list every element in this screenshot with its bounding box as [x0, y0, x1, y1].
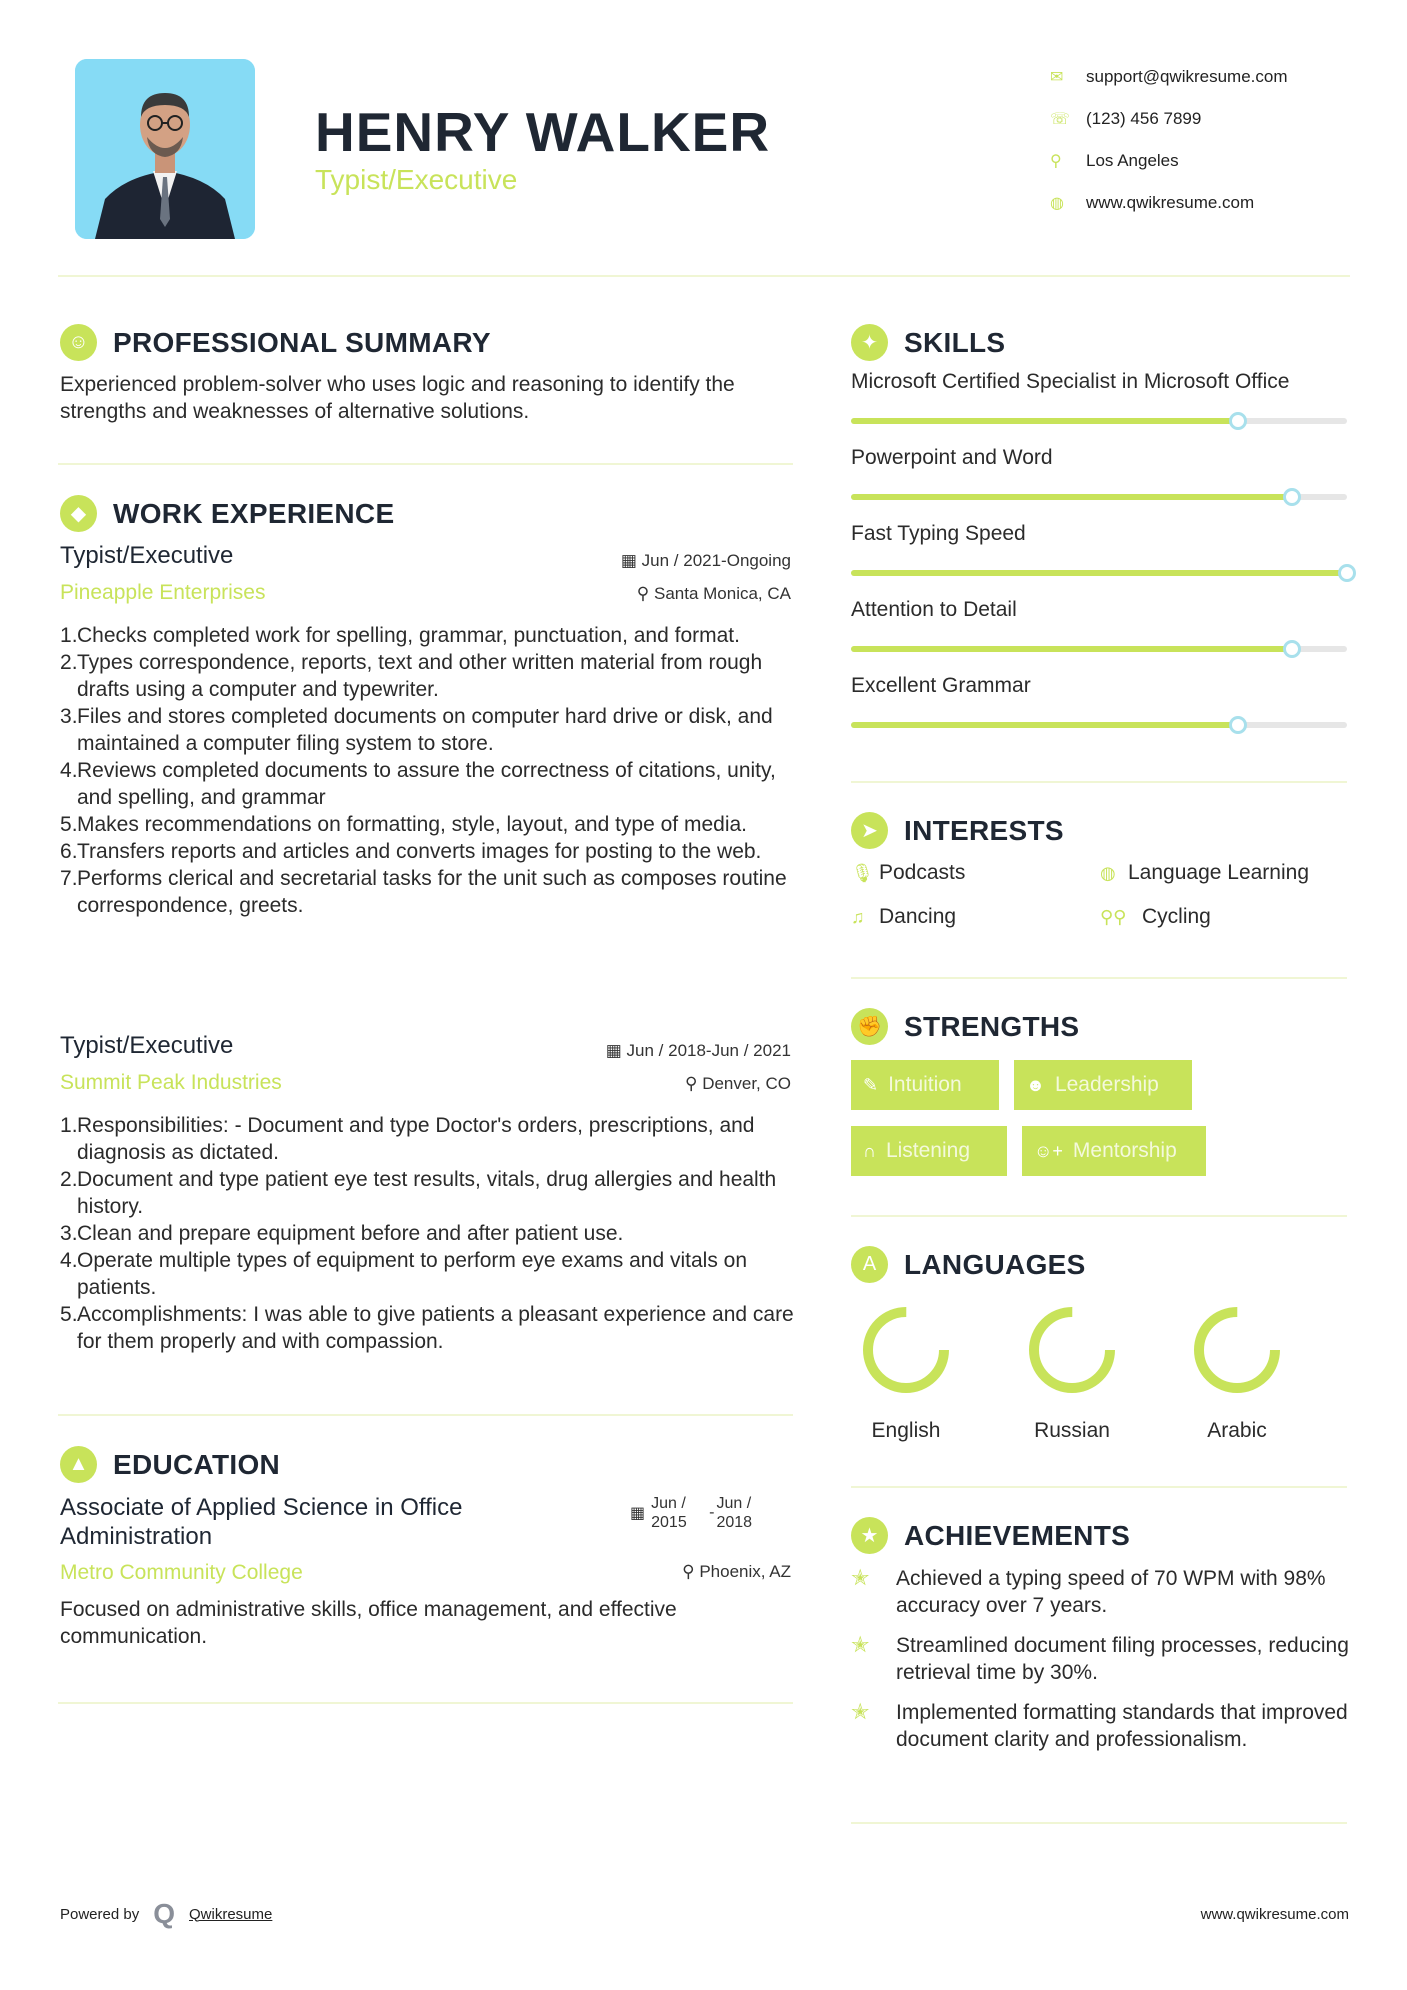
date-separator: -	[709, 1504, 715, 1521]
achievement-text: Implemented formatting standards that improved document clarity and professionalism.	[896, 1701, 1348, 1751]
language-proficiency-ring	[856, 1300, 956, 1400]
contact-location	[1050, 140, 1370, 182]
footer-site[interactable]: www.qwikresume.com	[1200, 1906, 1349, 1923]
skills-title: SKILLS	[904, 326, 1006, 358]
skill-bar-fill	[851, 570, 1347, 576]
achievement-item	[851, 1632, 1351, 1686]
envelope-icon: ✉	[1050, 69, 1064, 86]
person-portrait-icon	[75, 59, 255, 239]
strength-label: Leadership	[1054, 1073, 1159, 1096]
pushpin-icon: ⚲	[682, 1562, 700, 1581]
list-item: Checks completed work for spelling, grammar, punctuation, and format.	[77, 624, 740, 647]
job-dates-text: Jun / 2018-Jun / 2021	[626, 1041, 791, 1060]
strengths-divider	[851, 1215, 1347, 1217]
users-icon: ☻	[1026, 1074, 1045, 1095]
contact-location-text: Los Angeles	[1086, 151, 1179, 170]
strength-chip-leadership	[1014, 1060, 1192, 1110]
language-label: Arabic	[1207, 1419, 1267, 1442]
qwikresume-logo-icon: Q	[153, 1898, 175, 1929]
candidate-title: Typist/Executive	[315, 164, 518, 195]
job-title: Typist/Executive	[60, 1032, 234, 1059]
contact-phone-text: (123) 456 7899	[1086, 109, 1202, 128]
list-item: Operate multiple types of equipment to perform eye exams and vitals on patients.	[77, 1249, 748, 1299]
work-title: WORK EXPERIENCE	[113, 497, 395, 529]
skill-level-knob	[1229, 412, 1247, 430]
skill-label: Excellent Grammar	[851, 674, 1031, 697]
skills-divider	[851, 781, 1347, 783]
education-divider	[58, 1702, 793, 1704]
pushpin-icon: ⚲	[685, 1074, 703, 1093]
summary-divider	[58, 463, 793, 465]
phone-icon: ☏	[1050, 111, 1071, 128]
briefcase-icon: ◆	[60, 495, 97, 532]
job-location-text: Santa Monica, CA	[653, 584, 791, 603]
education-end: Jun / 2018	[716, 1495, 753, 1531]
interest-item-podcasts	[851, 861, 965, 885]
interest-label: Podcasts	[879, 861, 966, 884]
translate-icon: A	[851, 1246, 888, 1283]
candidate-name: HENRY WALKER	[315, 101, 771, 163]
skill-label: Powerpoint and Word	[851, 446, 1053, 469]
strengths-title: STRENGTHS	[904, 1010, 1080, 1042]
skill-label: Microsoft Certified Specialist in Microsoft Office	[851, 370, 1290, 393]
contact-website[interactable]	[1050, 182, 1370, 224]
music-note-icon: ♫	[851, 906, 865, 927]
languages-heading	[851, 1246, 1086, 1283]
achievement-item	[851, 1565, 1351, 1619]
strengths-heading	[851, 1008, 1079, 1045]
bicycle-icon: ⚲⚲	[1100, 906, 1127, 927]
list-item: Reviews completed documents to assure the correctness of citations, unity, and spelling, and grammar	[77, 759, 776, 809]
strength-label: Listening	[885, 1139, 970, 1162]
skill-level-knob	[1338, 564, 1356, 582]
achievements-heading	[851, 1517, 1130, 1554]
strength-chip-listening	[851, 1126, 1007, 1176]
job-dates	[621, 551, 791, 571]
magic-wand-icon: ✎	[863, 1074, 879, 1095]
job-dates-text: Jun / 2021-Ongoing	[641, 551, 791, 570]
language-label: Russian	[1034, 1419, 1110, 1442]
achievement-text: Achieved a typing speed of 70 WPM with 98% accuracy over 7 years.	[896, 1567, 1326, 1617]
interest-label: Dancing	[879, 905, 957, 928]
language-item	[1012, 1300, 1132, 1443]
work-divider	[58, 1414, 793, 1416]
star-icon: ✭	[851, 1565, 870, 1590]
achievement-text: Streamlined document filing processes, reducing retrieval time by 30%.	[896, 1634, 1349, 1684]
skill-bar	[851, 418, 1347, 424]
skill-bar	[851, 646, 1347, 652]
skill-bar-fill	[851, 646, 1292, 652]
achievements-title: ACHIEVEMENTS	[904, 1519, 1131, 1551]
list-item: Makes recommendations on formatting, style, layout, and type of media.	[77, 813, 748, 836]
strength-chip-mentorship	[1022, 1126, 1206, 1176]
calendar-icon: ▦	[605, 1041, 627, 1060]
degree-title: Associate of Applied Science in Office Administration	[60, 1494, 463, 1550]
job-company: Summit Peak Industries	[60, 1071, 282, 1094]
contact-email[interactable]	[1050, 56, 1370, 98]
star-badge-icon: ★	[851, 1517, 888, 1554]
globe-icon: ◍	[1050, 195, 1064, 212]
skill-bar	[851, 570, 1347, 576]
skill-level-knob	[1229, 716, 1247, 734]
user-plus-icon: ☺+	[1034, 1140, 1063, 1161]
contact-email-text: support@qwikresume.com	[1086, 67, 1288, 86]
education-heading	[60, 1446, 280, 1483]
user-icon: ☺	[60, 324, 97, 361]
language-item	[1177, 1300, 1297, 1443]
star-icon: ✭	[851, 1699, 870, 1724]
fist-icon: ✊	[851, 1008, 888, 1045]
contact-list	[1050, 56, 1370, 224]
language-label: English	[871, 1419, 941, 1442]
language-proficiency-ring	[1022, 1300, 1122, 1400]
footer-powered-by	[60, 1898, 272, 1930]
microphone-icon: 🎙	[851, 862, 874, 883]
languages-divider	[851, 1486, 1347, 1488]
graduation-cap-icon: ▲	[60, 1446, 97, 1483]
skill-label: Attention to Detail	[851, 598, 1017, 621]
skill-bar-fill	[851, 722, 1238, 728]
achievements-divider	[851, 1822, 1347, 1824]
job-title: Typist/Executive	[60, 542, 234, 569]
list-item: Types correspondence, reports, text and other written material from rough drafts using a computer and typewriter.	[77, 651, 763, 701]
strength-label: Intuition	[888, 1073, 962, 1096]
list-item: Files and stores completed documents on computer hard drive or disk, and maintained a computer filing system to store.	[77, 705, 773, 755]
languages-title: LANGUAGES	[904, 1248, 1086, 1280]
summary-heading	[60, 324, 491, 361]
skill-label: Fast Typing Speed	[851, 522, 1026, 545]
interests-title: INTERESTS	[904, 814, 1064, 846]
list-item: Clean and prepare equipment before and after patient use.	[77, 1222, 624, 1245]
skill-bar	[851, 722, 1347, 728]
job-company: Pineapple Enterprises	[60, 581, 266, 604]
list-item: Transfers reports and articles and converts images for posting to the web.	[77, 840, 762, 863]
skill-bar-fill	[851, 418, 1238, 424]
brand-link[interactable]: Qwikresume	[189, 1905, 273, 1923]
school-name: Metro Community College	[60, 1561, 303, 1584]
summary-text: Experienced problem-solver who uses logic and reasoning to identify the strengths and weaknesses of alternative solutions.	[60, 373, 735, 423]
paper-plane-icon: ➤	[851, 812, 888, 849]
achievement-item	[851, 1699, 1351, 1753]
language-item	[846, 1300, 966, 1443]
list-item: Performs clerical and secretarial tasks for the unit such as composes routine correspondence, greets.	[77, 867, 787, 917]
skill-bar-fill	[851, 494, 1292, 500]
skill-level-knob	[1283, 640, 1301, 658]
interest-item-language-learning	[1100, 861, 1309, 885]
lightbulb-icon: ✦	[851, 324, 888, 361]
education-dates	[630, 1494, 772, 1532]
education-title: EDUCATION	[113, 1448, 281, 1480]
headphones-icon: ∩	[863, 1140, 876, 1161]
job-duties-list	[60, 1112, 795, 1355]
education-start: Jun / 2015	[651, 1495, 687, 1531]
interest-item-cycling	[1100, 905, 1211, 929]
job-location	[685, 1074, 791, 1094]
education-location	[682, 1562, 791, 1582]
summary-title: PROFESSIONAL SUMMARY	[113, 326, 491, 358]
map-pin-icon: ⚲	[1050, 153, 1062, 170]
pushpin-icon: ⚲	[636, 584, 654, 603]
powered-by-text: Powered by	[60, 1905, 140, 1923]
interest-item-dancing	[851, 905, 956, 929]
profile-photo	[75, 59, 255, 239]
skills-heading	[851, 324, 1005, 361]
star-icon: ✭	[851, 1632, 870, 1657]
education-location-text: Phoenix, AZ	[699, 1562, 791, 1581]
skill-level-knob	[1283, 488, 1301, 506]
globe-icon: ◍	[1100, 862, 1116, 883]
header-divider	[58, 275, 1350, 277]
education-text: Focused on administrative skills, office management, and effective communication.	[60, 1598, 677, 1648]
job-duties-list	[60, 622, 795, 919]
contact-website-text: www.qwikresume.com	[1086, 193, 1255, 212]
strength-label: Mentorship	[1072, 1139, 1177, 1162]
contact-phone[interactable]	[1050, 98, 1370, 140]
calendar-icon: ▦	[620, 551, 642, 570]
job-location	[637, 584, 791, 604]
list-item: Document and type patient eye test results, vitals, drug allergies and health history.	[77, 1168, 777, 1218]
interests-divider	[851, 977, 1347, 979]
list-item: Accomplishments: I was able to give patients a pleasant experience and care for them properly and with compassion.	[77, 1303, 794, 1353]
skill-bar	[851, 494, 1347, 500]
calendar-icon: ▦	[630, 1505, 646, 1522]
job-location-text: Denver, CO	[702, 1074, 791, 1093]
interest-label: Cycling	[1142, 905, 1211, 928]
job-dates	[606, 1041, 791, 1061]
interest-label: Language Learning	[1128, 861, 1310, 884]
list-item: Responsibilities: - Document and type Doctor's orders, prescriptions, and diagnosis as dictated.	[77, 1114, 755, 1164]
work-heading	[60, 495, 394, 532]
strength-chip-intuition	[851, 1060, 999, 1110]
interests-heading	[851, 812, 1064, 849]
language-proficiency-ring	[1187, 1300, 1287, 1400]
